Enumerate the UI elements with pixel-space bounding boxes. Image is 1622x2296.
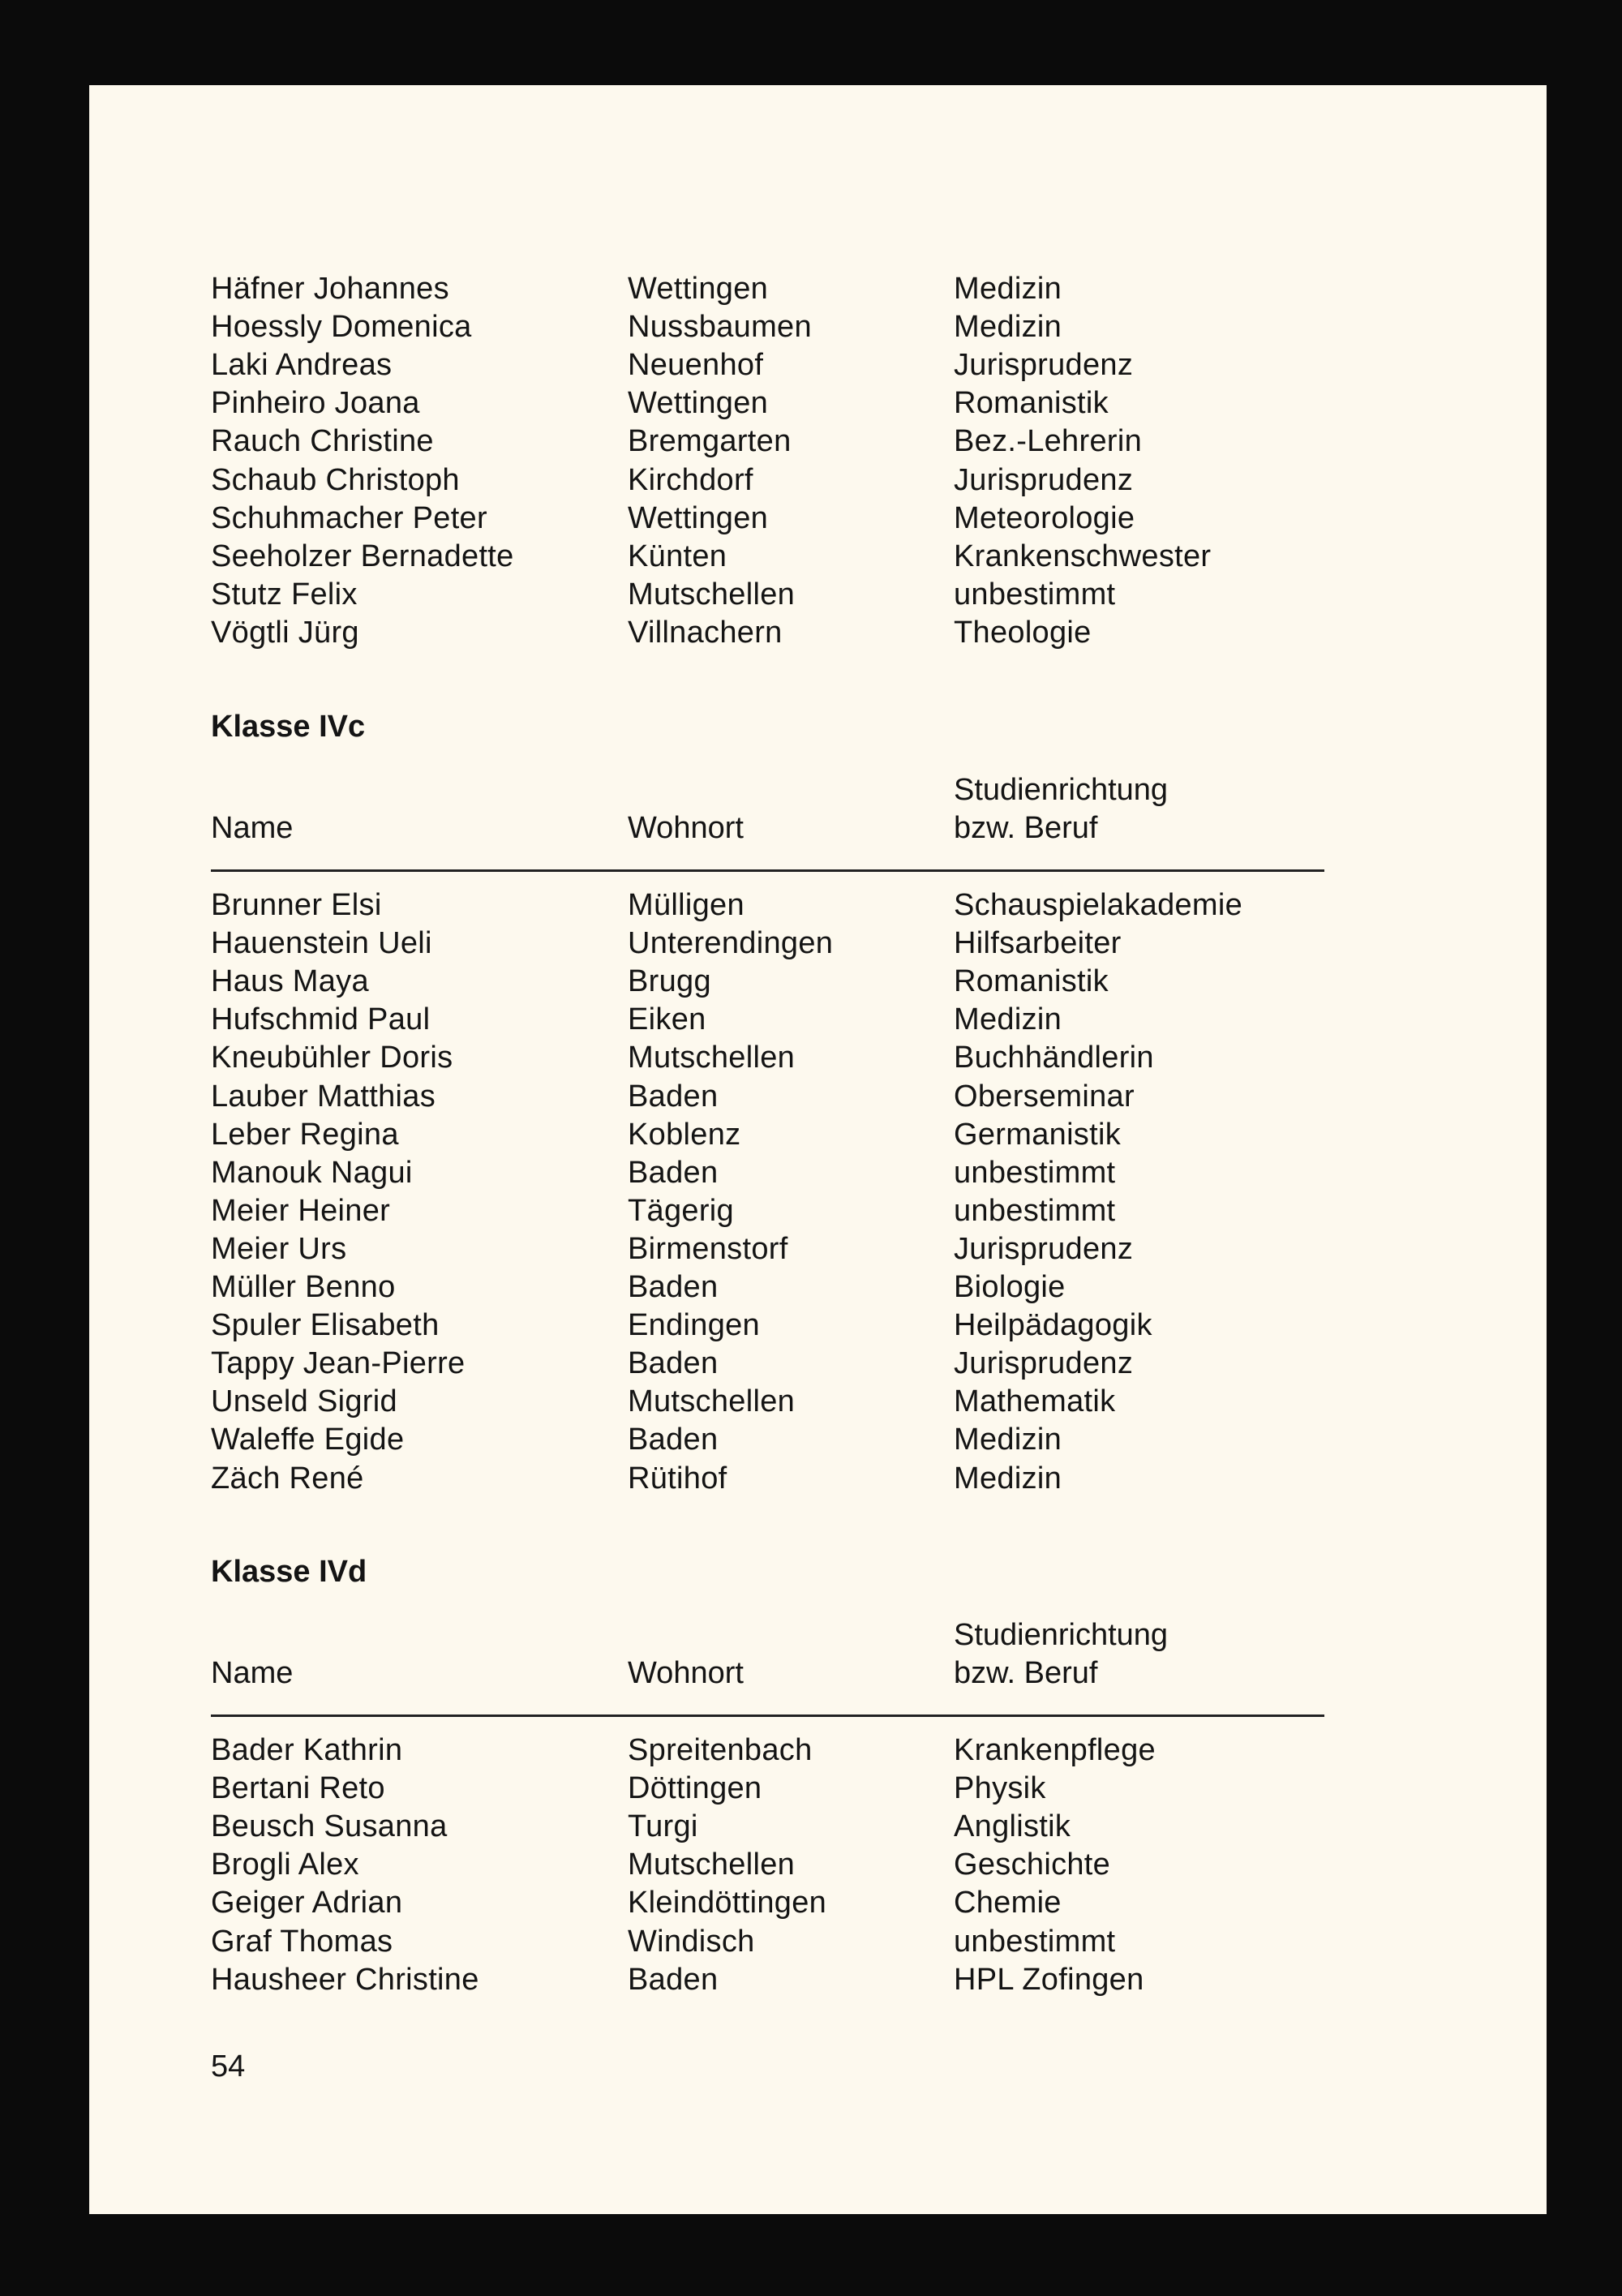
class-c-header-name: Name [211, 811, 294, 845]
place-cell: Turgi [628, 1809, 698, 1844]
name-cell: Brogli Alex [211, 1848, 359, 1882]
table-row [89, 346, 1547, 384]
study-cell: Heilpädagogik [954, 1308, 1152, 1343]
table-row [89, 1001, 1547, 1039]
study-cell: unbestimmt [954, 1924, 1116, 1959]
name-cell: Stutz Felix [211, 577, 358, 612]
table-row [89, 1345, 1547, 1383]
name-cell: Seeholzer Bernadette [211, 539, 514, 573]
name-cell: Hausheer Christine [211, 1962, 479, 1997]
table-row [89, 1961, 1547, 1999]
table-row [89, 614, 1547, 652]
name-cell: Graf Thomas [211, 1924, 393, 1959]
study-cell: Jurisprudenz [954, 462, 1134, 497]
place-cell: Baden [628, 1346, 719, 1381]
study-cell: Medizin [954, 1423, 1062, 1457]
class-c-header-place: Wohnort [628, 811, 744, 845]
class-d-header-study-1: Studienrichtung [954, 1618, 1169, 1652]
table-row [89, 886, 1547, 925]
study-cell: Jurisprudenz [954, 1346, 1134, 1381]
table-row [89, 384, 1547, 423]
study-cell: unbestimmt [954, 577, 1116, 612]
study-cell: Medizin [954, 272, 1062, 306]
table-row [89, 1154, 1547, 1192]
place-cell: Eiken [628, 1002, 706, 1037]
place-cell: Mutschellen [628, 1848, 796, 1882]
study-cell: Jurisprudenz [954, 348, 1134, 383]
table-row [89, 1116, 1547, 1154]
study-cell: Bez.-Lehrerin [954, 424, 1143, 459]
name-cell: Kneubühler Doris [211, 1041, 453, 1075]
name-cell: Schuhmacher Peter [211, 500, 487, 535]
class-d-title: Klasse IVd [211, 1555, 367, 1589]
name-cell: Beusch Susanna [211, 1809, 448, 1844]
table-row [89, 1421, 1547, 1459]
study-cell: Meteorologie [954, 500, 1135, 535]
place-cell: Mülligen [628, 888, 744, 922]
name-cell: Waleffe Egide [211, 1423, 405, 1457]
place-cell: Kirchdorf [628, 462, 753, 497]
table-row [89, 1230, 1547, 1268]
study-cell: Medizin [954, 310, 1062, 345]
name-cell: Hauenstein Ueli [211, 926, 432, 961]
place-cell: Birmenstorf [628, 1231, 788, 1266]
study-cell: Krankenpflege [954, 1733, 1156, 1767]
class-d-header-place: Wohnort [628, 1656, 744, 1690]
place-cell: Koblenz [628, 1117, 741, 1152]
study-cell: Biologie [954, 1270, 1066, 1304]
study-cell: Krankenschwester [954, 539, 1212, 573]
name-cell: Müller Benno [211, 1270, 396, 1304]
name-cell: Leber Regina [211, 1117, 399, 1152]
place-cell: Tägerig [628, 1193, 734, 1228]
table-row [89, 1923, 1547, 1961]
place-cell: Brugg [628, 964, 711, 999]
study-cell: Romanistik [954, 964, 1109, 999]
document-page [89, 85, 1547, 2214]
table-row [89, 1884, 1547, 1922]
name-cell: Meier Urs [211, 1231, 347, 1266]
class-d-divider [211, 1714, 1324, 1717]
table-row [89, 1770, 1547, 1808]
table-row [89, 500, 1547, 538]
table-row [89, 270, 1547, 308]
place-cell: Wettingen [628, 500, 769, 535]
study-cell: Romanistik [954, 386, 1109, 421]
place-cell: Wettingen [628, 272, 769, 306]
name-cell: Zäch René [211, 1461, 364, 1496]
name-cell: Spuler Elisabeth [211, 1308, 440, 1343]
name-cell: Pinheiro Joana [211, 386, 420, 421]
table-row [89, 925, 1547, 963]
place-cell: Baden [628, 1079, 719, 1114]
study-cell: Chemie [954, 1886, 1062, 1920]
place-cell: Baden [628, 1962, 719, 1997]
name-cell: Geiger Adrian [211, 1886, 403, 1920]
place-cell: Bremgarten [628, 424, 792, 459]
table-row [89, 576, 1547, 614]
place-cell: Nussbaumen [628, 310, 812, 345]
table-row [89, 1846, 1547, 1884]
name-cell: Vögtli Jürg [211, 615, 359, 650]
study-cell: unbestimmt [954, 1155, 1116, 1190]
study-cell: Geschichte [954, 1848, 1111, 1882]
study-cell: HPL Zofingen [954, 1962, 1144, 1997]
name-cell: Brunner Elsi [211, 888, 382, 922]
place-cell: Villnachern [628, 615, 783, 650]
name-cell: Bertani Reto [211, 1771, 385, 1806]
table-row [89, 1808, 1547, 1846]
name-cell: Tappy Jean-Pierre [211, 1346, 466, 1381]
class-c-header-study-1: Studienrichtung [954, 773, 1169, 807]
place-cell: Kleindöttingen [628, 1886, 827, 1920]
place-cell: Mutschellen [628, 577, 796, 612]
table-row [89, 308, 1547, 346]
name-cell: Manouk Nagui [211, 1155, 413, 1190]
study-cell: Anglistik [954, 1809, 1071, 1844]
name-cell: Lauber Matthias [211, 1079, 436, 1114]
place-cell: Baden [628, 1155, 719, 1190]
place-cell: Neuenhof [628, 348, 764, 383]
place-cell: Mutschellen [628, 1384, 796, 1419]
study-cell: Buchhändlerin [954, 1041, 1154, 1075]
study-cell: Medizin [954, 1002, 1062, 1037]
table-row [89, 1078, 1547, 1116]
table-row [89, 1192, 1547, 1230]
place-cell: Baden [628, 1423, 719, 1457]
name-cell: Unseld Sigrid [211, 1384, 397, 1419]
place-cell: Döttingen [628, 1771, 762, 1806]
place-cell: Künten [628, 539, 727, 573]
table-row [89, 1039, 1547, 1077]
study-cell: Jurisprudenz [954, 1231, 1134, 1266]
table-row [89, 538, 1547, 576]
table-row [89, 461, 1547, 500]
study-cell: Mathematik [954, 1384, 1116, 1419]
name-cell: Rauch Christine [211, 424, 434, 459]
table-row [89, 963, 1547, 1001]
place-cell: Wettingen [628, 386, 769, 421]
table-row [89, 423, 1547, 461]
study-cell: Germanistik [954, 1117, 1122, 1152]
table-row [89, 1732, 1547, 1770]
name-cell: Hufschmid Paul [211, 1002, 431, 1037]
place-cell: Rütihof [628, 1461, 727, 1496]
name-cell: Häfner Johannes [211, 272, 449, 306]
class-c-divider [211, 869, 1324, 872]
place-cell: Windisch [628, 1924, 755, 1959]
name-cell: Schaub Christoph [211, 462, 460, 497]
study-cell: Physik [954, 1771, 1046, 1806]
table-row [89, 1307, 1547, 1345]
study-cell: Schauspielakademie [954, 888, 1243, 922]
place-cell: Baden [628, 1270, 719, 1304]
table-row [89, 1383, 1547, 1421]
table-row [89, 1460, 1547, 1498]
class-c-header-study-2: bzw. Beruf [954, 811, 1098, 845]
study-cell: Medizin [954, 1461, 1062, 1496]
class-c-title: Klasse IVc [211, 710, 366, 744]
place-cell: Mutschellen [628, 1041, 796, 1075]
name-cell: Hoessly Domenica [211, 310, 472, 345]
name-cell: Bader Kathrin [211, 1733, 403, 1767]
place-cell: Unterendingen [628, 926, 834, 961]
class-d-header-name: Name [211, 1656, 294, 1690]
place-cell: Spreitenbach [628, 1733, 813, 1767]
name-cell: Laki Andreas [211, 348, 393, 383]
name-cell: Meier Heiner [211, 1193, 391, 1228]
study-cell: unbestimmt [954, 1193, 1116, 1228]
study-cell: Theologie [954, 615, 1092, 650]
name-cell: Haus Maya [211, 964, 369, 999]
table-row [89, 1268, 1547, 1307]
study-cell: Hilfsarbeiter [954, 926, 1122, 961]
study-cell: Oberseminar [954, 1079, 1135, 1114]
class-d-header-study-2: bzw. Beruf [954, 1656, 1098, 1690]
place-cell: Endingen [628, 1308, 760, 1343]
page-number: 54 [211, 2049, 246, 2084]
